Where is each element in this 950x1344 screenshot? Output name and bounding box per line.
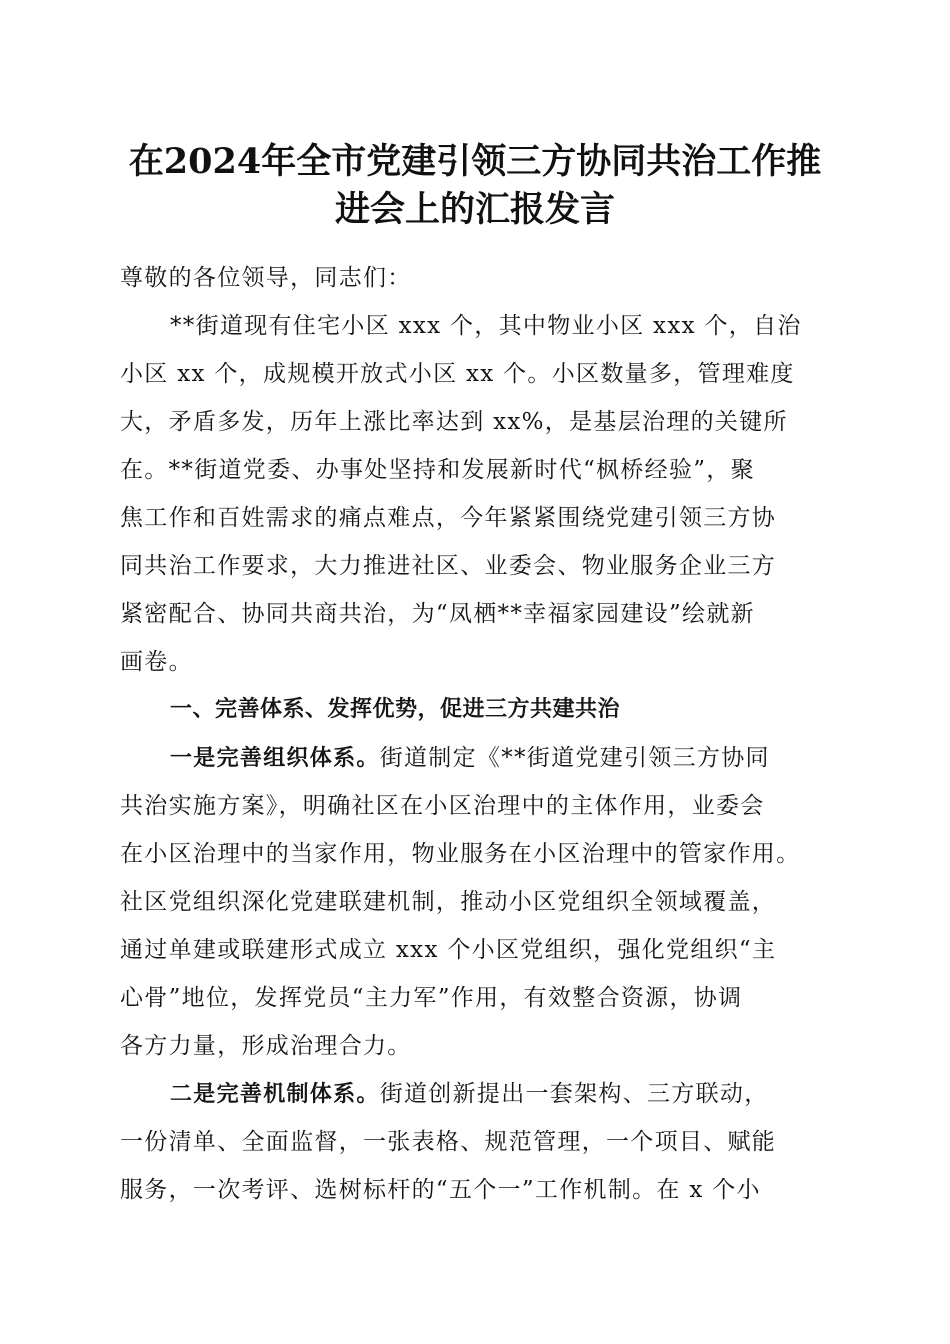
paragraph-2-line-6: 心骨”地位，发挥党员“主力军”作用，有效整合资源，协调 bbox=[120, 985, 743, 1011]
paragraph-1-line-1: **街道现有住宅小区 xxx 个，其中物业小区 xxx 个，自治 bbox=[170, 313, 802, 339]
paragraph-1-line-6: 同共治工作要求，大力推进社区、业委会、物业服务企业三方 bbox=[120, 553, 777, 579]
paragraph-1-line-8: 画卷。 bbox=[120, 649, 193, 675]
paragraph-2-lead: 一是完善组织体系。 bbox=[170, 746, 380, 771]
paragraph-2-line-4: 社区党组织深化党建联建机制，推动小区党组织全领域覆盖， bbox=[120, 889, 777, 915]
title-line-1: 在2024年全市党建引领三方协同共治工作推 bbox=[128, 141, 822, 182]
paragraph-2-line-7: 各方力量，形成治理合力。 bbox=[120, 1033, 412, 1059]
section-1-heading: 一、完善体系、发挥优势，促进三方共建共治 bbox=[170, 697, 621, 722]
paragraph-3-line-3: 服务，一次考评、选树标杆的“五个一”工作机制。在 x 个小 bbox=[120, 1177, 761, 1203]
salutation: 尊敬的各位领导，同志们： bbox=[120, 265, 412, 291]
paragraph-1-line-7: 紧密配合、协同共商共治，为“凤栖**幸福家园建设”绘就新 bbox=[120, 601, 755, 627]
paragraph-1-line-2: 小区 xx 个，成规模开放式小区 xx 个。小区数量多，管理难度 bbox=[120, 361, 795, 387]
paragraph-2-line-5: 通过单建或联建形式成立 xxx 个小区党组织，强化党组织“主 bbox=[120, 937, 777, 963]
document-title bbox=[110, 138, 840, 234]
paragraph-3-lead: 二是完善机制体系。 bbox=[170, 1082, 380, 1107]
paragraph-2-first-rest: 街道制定《**街道党建引领三方协同 bbox=[379, 745, 770, 771]
paragraph-3-line-2: 一份清单、全面监督，一张表格、规范管理，一个项目、赋能 bbox=[120, 1129, 777, 1155]
paragraph-1-line-4: 在。**街道党委、办事处坚持和发展新时代“枫桥经验”，聚 bbox=[120, 457, 755, 483]
paragraph-2-line-2: 共治实施方案》，明确社区在小区治理中的主体作用，业委会 bbox=[120, 793, 765, 819]
title-line-2: 进会上的汇报发言 bbox=[334, 189, 615, 230]
paragraph-1-line-5: 焦工作和百姓需求的痛点难点，今年紧紧围绕党建引领三方协 bbox=[120, 505, 777, 531]
paragraph-3-line-1 bbox=[120, 1070, 832, 1118]
paragraph-2-line-3: 在小区治理中的当家作用，物业服务在小区治理中的管家作用。 bbox=[120, 841, 801, 867]
paragraph-2-line-1 bbox=[120, 734, 832, 782]
paragraph-1-line-3: 大，矛盾多发，历年上涨比率达到 xx%，是基层治理的关键所 bbox=[120, 409, 788, 435]
paragraph-3-first-rest: 街道创新提出一套架构、三方联动， bbox=[379, 1081, 769, 1107]
document-body bbox=[120, 254, 832, 1214]
